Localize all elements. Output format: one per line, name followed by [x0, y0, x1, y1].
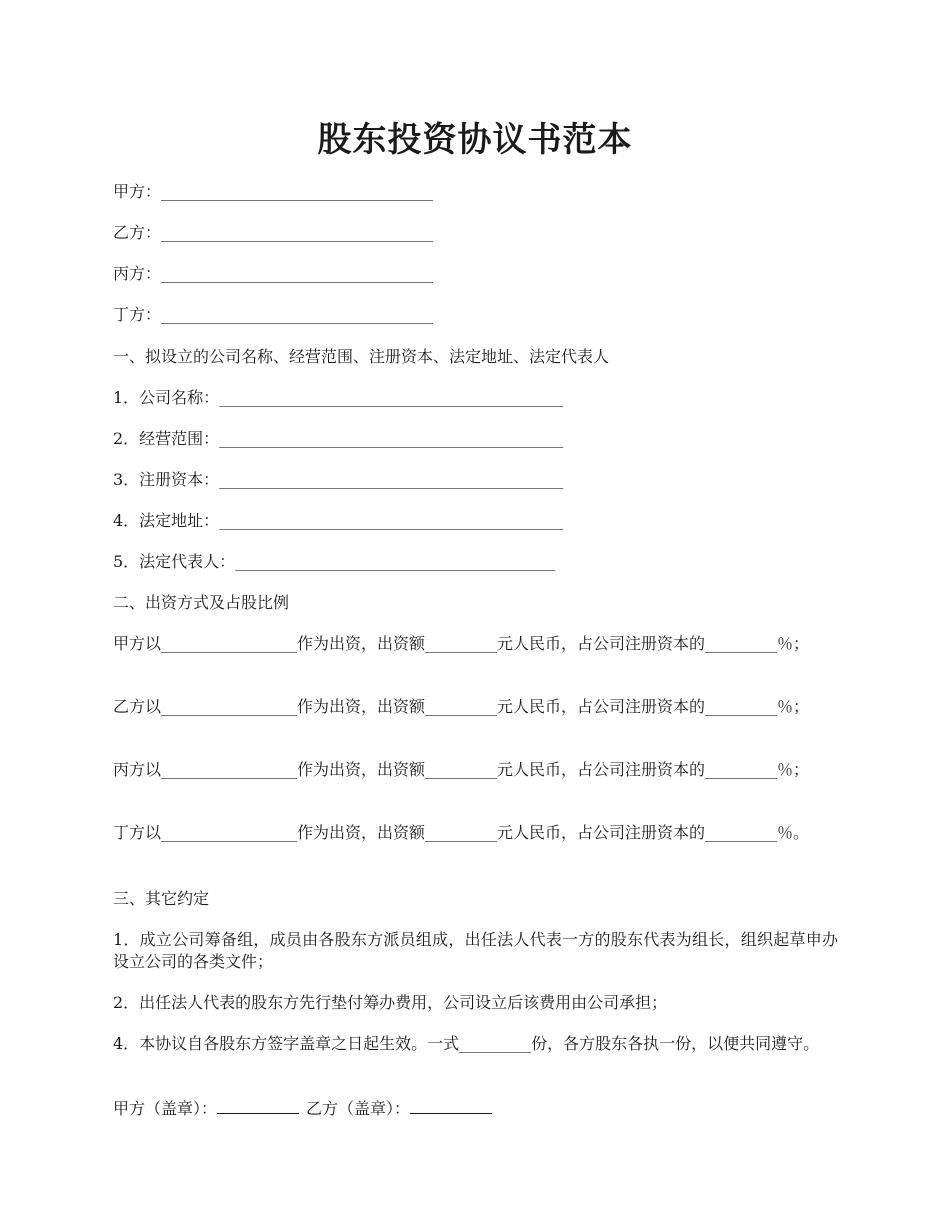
party-line-c [113, 263, 433, 285]
company-info-label: 3．注册资本： [113, 470, 220, 489]
party-label: 丙方： [113, 264, 162, 283]
party-line-b [113, 222, 433, 244]
party-label: 丁方： [113, 305, 162, 324]
company-info-line [113, 428, 563, 450]
signature-blank [217, 1097, 299, 1114]
party-line-d [113, 304, 433, 326]
party-blank: __________________________________ [161, 264, 434, 283]
agreement-clause: 4．本协议自各股东方签字盖章之日起生效。一式_________份，各方股东各执一份，以便共同遵守。 [113, 1034, 820, 1053]
company-info-line [113, 387, 563, 409]
party-blank: __________________________________ [161, 223, 434, 242]
signature-label-party-a: 甲方（盖章）： [113, 1099, 218, 1118]
company-info-line [113, 551, 555, 573]
contribution-clause: 丙方以_________________作为出资，出资额_________元人民币，占公司注册资本的_________％； [113, 760, 810, 779]
company-info-blank: ___________________________________________ [219, 470, 564, 489]
signature-label-party-b: 乙方（盖章）： [306, 1099, 411, 1118]
party-blank: __________________________________ [161, 305, 434, 324]
contribution-clause: 丁方以_________________作为出资，出资额_________元人民币，占公司注册资本的_________％。 [113, 823, 810, 842]
agreement-clause: 2．出任法人代表的股东方先行垫付筹办费用，公司设立后该费用由公司承担； [113, 993, 668, 1012]
agreement-clause: 1．成立公司筹备组，成员由各股东方派员组成，出任法人代表一方的股东代表为组长，组织起草申办设立公司的各类文件； [113, 930, 838, 971]
company-info-label: 5．法定代表人： [113, 552, 236, 571]
document-title: 股东投资协议书范本 [317, 120, 633, 160]
party-line-a [113, 181, 433, 203]
company-info-label: 1．公司名称： [113, 388, 220, 407]
company-info-line [113, 510, 563, 532]
contribution-clause: 乙方以_________________作为出资，出资额_________元人民币，占公司注册资本的_________％； [113, 697, 810, 716]
company-info-line [113, 469, 563, 491]
section2-heading: 二、出资方式及占股比例 [113, 593, 290, 612]
company-info-blank: ___________________________________________ [219, 388, 564, 407]
section3-heading: 三、其它约定 [113, 889, 210, 908]
company-info-blank: ___________________________________________ [219, 511, 564, 530]
company-info-label: 2．经营范围： [113, 429, 220, 448]
company-info-label: 4．法定地址： [113, 511, 220, 530]
signature-blank [410, 1097, 492, 1114]
party-blank: __________________________________ [161, 182, 434, 201]
signature-line [113, 1097, 492, 1120]
section1-heading: 一、拟设立的公司名称、经营范围、注册资本、法定地址、法定代表人 [113, 347, 610, 366]
party-label: 甲方： [113, 182, 162, 201]
party-label: 乙方： [113, 223, 162, 242]
company-info-blank: ________________________________________ [235, 552, 556, 571]
company-info-blank: ___________________________________________ [219, 429, 564, 448]
contribution-clause: 甲方以_________________作为出资，出资额_________元人民币，占公司注册资本的_________％； [113, 634, 810, 653]
